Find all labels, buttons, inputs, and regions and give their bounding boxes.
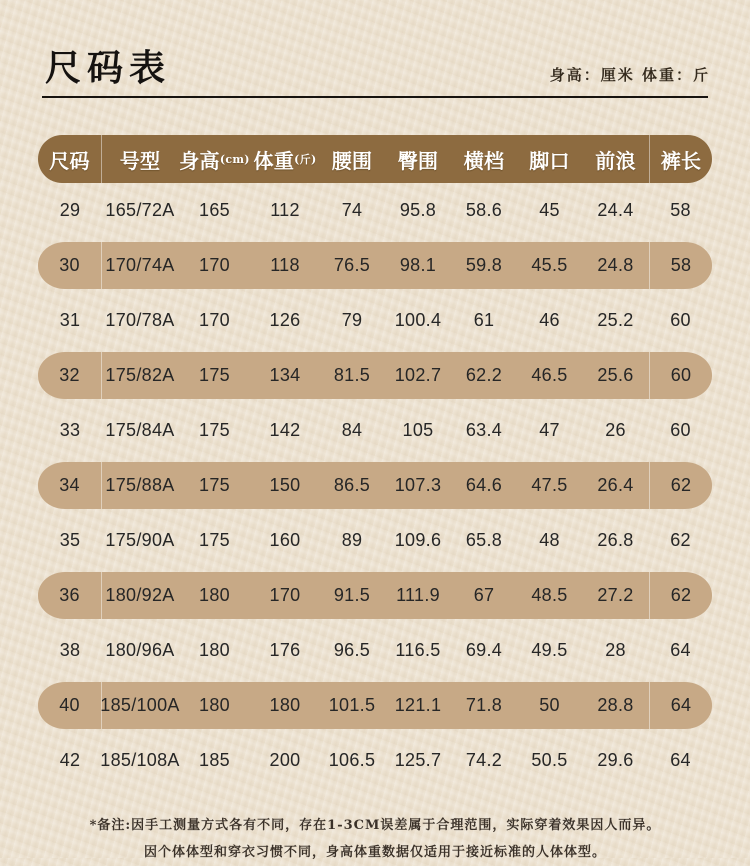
table-cell: 29 bbox=[59, 200, 81, 220]
table-cell: 180 bbox=[199, 585, 230, 605]
table-row bbox=[38, 678, 712, 733]
table-cell: 112 bbox=[270, 200, 300, 220]
table-cell: 24.4 bbox=[597, 200, 634, 220]
table-cell: 116.5 bbox=[395, 640, 441, 660]
unit-note: 身高：厘米 体重：斤 bbox=[549, 66, 710, 84]
table-cell: 34 bbox=[38, 462, 102, 509]
table-cell: 58 bbox=[670, 200, 691, 220]
column-label: 臀围 bbox=[397, 148, 439, 173]
table-cell: 30 bbox=[38, 242, 102, 289]
table-row bbox=[38, 733, 712, 788]
table-cell: 38 bbox=[59, 640, 81, 660]
table-cell: 24.8 bbox=[597, 255, 634, 275]
table-cell: 126 bbox=[269, 310, 301, 330]
column-unit-label: (斤) bbox=[294, 153, 317, 166]
table-cell: 125.7 bbox=[394, 750, 442, 770]
table-cell: 62 bbox=[670, 530, 691, 550]
table-cell: 81.5 bbox=[333, 365, 371, 385]
table-cell: 170/74A bbox=[105, 255, 175, 275]
table-cell: 98.1 bbox=[399, 255, 437, 275]
table-row bbox=[38, 348, 712, 403]
table-cell: 86.5 bbox=[333, 475, 371, 495]
table-cell: 106.5 bbox=[328, 750, 376, 770]
table-cell: 175 bbox=[199, 365, 230, 385]
table-cell: 175 bbox=[199, 420, 230, 440]
table-cell: 185/108A bbox=[100, 750, 180, 770]
table-cell: 42 bbox=[59, 750, 81, 770]
table-cell: 58.6 bbox=[465, 200, 503, 220]
table-cell: 180/92A bbox=[105, 585, 175, 605]
table-cell: 25.2 bbox=[597, 310, 634, 330]
table-cell: 62 bbox=[649, 572, 712, 619]
table-cell: 118 bbox=[270, 255, 300, 275]
table-cell: 121.1 bbox=[394, 695, 442, 715]
table-cell: 100.4 bbox=[394, 310, 442, 330]
table-cell: 185 bbox=[199, 750, 230, 770]
column-header bbox=[517, 135, 582, 183]
table-cell: 165 bbox=[199, 200, 230, 220]
table-cell: 175/88A bbox=[105, 475, 175, 495]
table-cell: 96.5 bbox=[333, 640, 371, 660]
table-row bbox=[38, 623, 712, 678]
title-divider bbox=[42, 96, 708, 98]
table-cell: 60 bbox=[649, 352, 712, 399]
table-cell: 175/84A bbox=[105, 420, 175, 440]
table-cell: 185/100A bbox=[100, 695, 180, 715]
table-cell: 48.5 bbox=[531, 585, 568, 605]
table-cell: 47.5 bbox=[531, 475, 568, 495]
table-cell: 101.5 bbox=[328, 695, 376, 715]
table-cell: 50.5 bbox=[531, 750, 568, 770]
table-cell: 71.8 bbox=[465, 695, 503, 715]
table-cell: 27.2 bbox=[597, 585, 634, 605]
table-cell: 61 bbox=[473, 310, 495, 330]
table-cell: 142 bbox=[269, 420, 301, 440]
table-cell: 170 bbox=[199, 310, 230, 330]
table-cell: 33 bbox=[59, 420, 81, 440]
table-cell: 25.6 bbox=[597, 365, 634, 385]
table-cell: 62.2 bbox=[465, 365, 503, 385]
column-label: 体重 bbox=[253, 148, 295, 173]
table-cell: 176 bbox=[269, 640, 301, 660]
table-cell: 175 bbox=[199, 475, 230, 495]
column-header bbox=[582, 135, 649, 183]
table-cell: 180/96A bbox=[105, 640, 175, 660]
column-label: 横档 bbox=[463, 148, 505, 173]
table-cell: 48 bbox=[539, 530, 560, 550]
table-cell: 26 bbox=[605, 420, 626, 440]
table-cell: 59.8 bbox=[465, 255, 503, 275]
column-label: 脚口 bbox=[529, 148, 570, 173]
table-cell: 64.6 bbox=[465, 475, 503, 495]
table-cell: 47 bbox=[539, 420, 560, 440]
table-cell: 180 bbox=[199, 695, 230, 715]
column-unit-label: (cm) bbox=[219, 152, 250, 166]
table-cell: 29.6 bbox=[597, 750, 634, 770]
table-cell: 102.7 bbox=[394, 365, 442, 385]
size-table bbox=[38, 135, 712, 788]
table-cell: 60 bbox=[670, 310, 691, 330]
table-cell: 107.3 bbox=[394, 475, 442, 495]
table-cell: 36 bbox=[38, 572, 102, 619]
table-cell: 89 bbox=[341, 530, 363, 550]
table-row bbox=[38, 458, 712, 513]
column-label: 腰围 bbox=[331, 148, 373, 173]
table-cell: 180 bbox=[269, 695, 301, 715]
table-cell: 180 bbox=[199, 640, 230, 660]
table-row bbox=[38, 403, 712, 458]
column-label: 号型 bbox=[119, 148, 161, 173]
column-header bbox=[178, 135, 251, 183]
table-cell: 32 bbox=[38, 352, 102, 399]
column-header bbox=[385, 135, 451, 183]
table-cell: 165/72A bbox=[105, 200, 175, 220]
table-cell: 160 bbox=[269, 530, 301, 550]
table-cell: 175/82A bbox=[105, 365, 175, 385]
table-cell: 67 bbox=[473, 585, 495, 605]
footnote-line: *备注:因手工测量方式各有不同，存在1-3CM误差属于合理范围，实际穿着效果因人而异。 bbox=[89, 818, 661, 833]
table-cell: 111.9 bbox=[396, 585, 440, 605]
table-cell: 76.5 bbox=[333, 255, 371, 275]
table-body bbox=[38, 183, 712, 788]
table-row bbox=[38, 513, 712, 568]
table-cell: 35 bbox=[59, 530, 81, 550]
column-header bbox=[38, 135, 102, 183]
table-cell: 74.2 bbox=[465, 750, 503, 770]
table-cell: 84 bbox=[341, 420, 363, 440]
table-cell: 28.8 bbox=[597, 695, 634, 715]
table-cell: 95.8 bbox=[399, 200, 437, 220]
table-cell: 175/90A bbox=[105, 530, 175, 550]
table-cell: 64 bbox=[670, 640, 691, 660]
table-cell: 45 bbox=[539, 200, 560, 220]
table-cell: 150 bbox=[269, 475, 301, 495]
table-cell: 74 bbox=[341, 200, 363, 220]
table-cell: 63.4 bbox=[465, 420, 503, 440]
table-cell: 46 bbox=[539, 310, 560, 330]
column-header bbox=[102, 135, 178, 183]
table-cell: 170 bbox=[199, 255, 230, 275]
table-cell: 58 bbox=[649, 242, 712, 289]
column-label: 前浪 bbox=[595, 148, 636, 173]
table-cell: 26.8 bbox=[597, 530, 634, 550]
table-cell: 50 bbox=[539, 695, 560, 715]
table-cell: 170/78A bbox=[105, 310, 175, 330]
table-cell: 105 bbox=[402, 420, 434, 440]
table-cell: 109.6 bbox=[394, 530, 442, 550]
table-cell: 64 bbox=[649, 682, 712, 729]
table-cell: 91.5 bbox=[333, 585, 371, 605]
table-cell: 134 bbox=[269, 365, 301, 385]
table-cell: 170 bbox=[269, 585, 301, 605]
column-header bbox=[319, 135, 385, 183]
table-cell: 28 bbox=[605, 640, 626, 660]
page-title: 尺码表 bbox=[45, 47, 172, 89]
column-label: 裤长 bbox=[660, 148, 702, 173]
column-header bbox=[251, 135, 319, 183]
column-header bbox=[451, 135, 517, 183]
table-row bbox=[38, 568, 712, 623]
table-cell: 60 bbox=[670, 420, 691, 440]
column-label: 尺码 bbox=[49, 148, 90, 173]
table-cell: 79 bbox=[341, 310, 363, 330]
footnote-line: 因个体体型和穿衣习惯不同，身高体重数据仅适用于接近标准的人体体型。 bbox=[143, 845, 606, 860]
table-cell: 62 bbox=[649, 462, 712, 509]
table-cell: 46.5 bbox=[531, 365, 568, 385]
table-cell: 26.4 bbox=[597, 475, 634, 495]
table-cell: 45.5 bbox=[531, 255, 568, 275]
table-cell: 200 bbox=[269, 750, 301, 770]
column-header bbox=[649, 135, 712, 183]
table-cell: 175 bbox=[199, 530, 230, 550]
column-label: 身高 bbox=[179, 148, 220, 173]
table-cell: 64 bbox=[670, 750, 691, 770]
table-cell: 40 bbox=[38, 682, 102, 729]
table-row bbox=[38, 293, 712, 348]
table-row bbox=[38, 183, 712, 238]
table-cell: 65.8 bbox=[465, 530, 503, 550]
table-row bbox=[38, 238, 712, 293]
table-cell: 69.4 bbox=[465, 640, 503, 660]
table-cell: 49.5 bbox=[531, 640, 568, 660]
table-header-row bbox=[38, 135, 712, 183]
table-cell: 31 bbox=[59, 310, 81, 330]
